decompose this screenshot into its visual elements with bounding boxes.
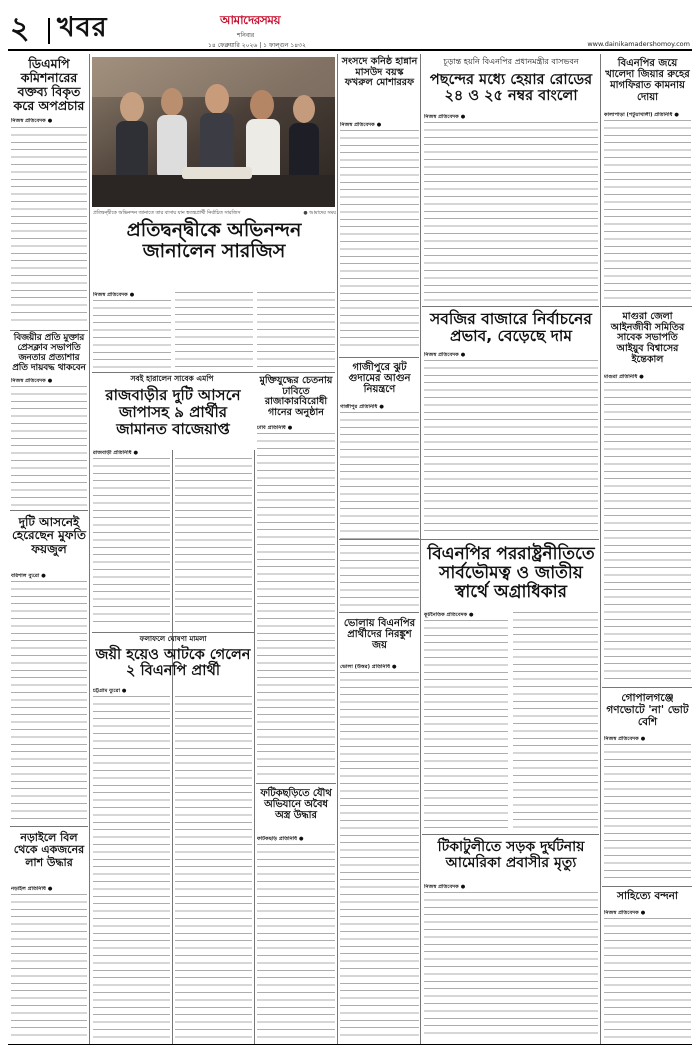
article-headline: বিএনপির জয়ে খালেদা জিয়ার রুহের মাগফিরাত কামনায় দোয়া	[605, 58, 690, 103]
article-body	[175, 696, 252, 1040]
article-byline: নিজস্ব প্রতিবেদক ●	[604, 736, 646, 742]
article-headline: বিজয়ীর প্রতি মুক্তার প্রেসক্লাব সভাপতি জনতার প্রত্যাশার প্রতি দায়বদ্ধ থাকবেন	[12, 333, 86, 373]
article-headline: নড়াইলে বিল থেকে একজনের লাশ উদ্ধার	[13, 831, 85, 869]
article-byline: ঢাবি প্রতিনিধি ●	[257, 425, 293, 431]
article-body	[257, 292, 335, 368]
article-kicker: ফলাফলে ঘোষণা মামলা	[139, 635, 207, 643]
photo-credit: ● আমাদের সময়	[303, 211, 336, 216]
article-headline: দুটি আসনেই হেরেছেন মুফতি ফয়জুল	[12, 515, 86, 556]
article-divider	[339, 612, 419, 613]
article-body	[11, 581, 87, 821]
article-byline: গাজীপুর প্রতিনিধি ●	[340, 404, 384, 410]
article-body	[513, 612, 598, 830]
article-body	[93, 458, 170, 628]
article-body	[93, 300, 171, 368]
article-divider	[10, 510, 88, 511]
column-divider	[420, 54, 421, 1044]
article-headline: প্রতিদ্বন্দ্বীকে অভিনন্দন জানালেন সারজিস	[126, 219, 302, 263]
article-byline: নিজস্ব প্রতিবেদক ●	[604, 910, 646, 916]
article-body	[604, 120, 691, 302]
article-body	[175, 292, 253, 368]
article-body	[424, 620, 508, 830]
article-headline: বিএনপির পররাষ্ট্রনীতিতে সার্বভৌমত্ব ও জাতীয় স্বার্থে অগ্রাধিকার	[427, 544, 595, 603]
article-body	[604, 382, 691, 682]
article-headline: সাহিত্যে বন্দনা	[617, 890, 678, 902]
article-byline: নড়াইল প্রতিনিধি ●	[11, 886, 53, 892]
article-divider	[602, 306, 692, 307]
article-headline: সবজির বাজারে নির্বাচনের প্রভাব, বেড়েছে দাম	[430, 310, 592, 346]
article-headline: মুক্তিযুদ্ধের চেতনায় ঢাবিতে রাজাকারবিরোধী গানের অনুষ্ঠান	[259, 375, 333, 419]
article-body	[340, 130, 419, 352]
article-divider	[10, 330, 88, 331]
column-divider	[337, 54, 338, 1044]
article-body	[424, 892, 598, 1040]
article-byline: নিজস্ব প্রতিবেদক ●	[424, 352, 466, 358]
article-byline: নিজস্ব প্রতিবেদক ●	[340, 122, 382, 128]
article-divider	[339, 539, 599, 540]
article-body	[11, 127, 87, 327]
article-body	[340, 412, 419, 608]
article-divider	[602, 886, 692, 887]
article-headline: গাজীপুরে ঝুট গুদামের আগুন নিয়ন্ত্রণে	[348, 362, 411, 396]
article-byline: রাজবাড়ী প্রতিনিধি ●	[93, 450, 138, 456]
article-headline: রাজবাড়ীর দুটি আসনে জাপাসহ ৯ প্রার্থীর জামানত বাজেয়াপ্ত	[105, 386, 241, 438]
article-headline: পছন্দের মধ্যে হেয়ার রোডের ২৪ ও ২৫ নম্বর বাংলো	[429, 72, 593, 105]
article-headline: সংসদে কনিষ্ঠ হান্নান মাসউদ বয়স্ক ফখরুল মোশাররফ	[341, 56, 418, 89]
article-body	[257, 433, 335, 778]
article-body	[11, 894, 87, 1040]
article-body	[340, 672, 419, 1040]
article-headline: মাগুরা জেলা আইনজীবী সমিতির সাবেক সভাপতি আইয়ুব বিশ্বাসের ইন্তেকাল	[610, 311, 685, 365]
column-divider	[254, 450, 255, 1044]
article-kicker: চূড়ান্ত হয়নি বিএনপির প্রধানমন্ত্রীর বাসভবন	[443, 57, 579, 66]
footer-rule	[8, 1044, 692, 1045]
column-divider	[89, 54, 90, 1044]
column-divider	[172, 450, 173, 1044]
article-byline: মাগুরা প্রতিনিধি ●	[604, 374, 644, 380]
photo-caption: প্রতিদ্বন্দ্বীকে অভিনন্দন জানাতে তার বাসায় যান স্বতন্ত্রপ্রার্থী নির্বাচিত সারজিস	[93, 211, 241, 216]
article-headline: গোপালগঞ্জে গণভোটে 'না' ভোট বেশি	[606, 692, 689, 728]
article-headline: ফটিকছড়িতে যৌথ অভিযানে অবৈধ অস্ত্র উদ্ধার	[260, 788, 332, 821]
article-byline: বরিশাল ব্যুরো ●	[11, 573, 46, 579]
header-rule	[8, 49, 692, 51]
article-byline: নিজস্ব প্রতিবেদক ●	[424, 884, 466, 890]
article-kicker: সবই হারালেন সাবেক এমপি	[130, 374, 214, 383]
article-divider	[339, 357, 419, 358]
main-photo	[92, 57, 335, 207]
article-byline: কালাপাড়া (পটুয়াখালী) প্রতিনিধি ●	[604, 112, 679, 118]
article-body	[175, 458, 252, 628]
article-body	[424, 360, 598, 535]
article-divider	[92, 372, 335, 373]
newspaper-logo: আমাদেরসময়	[220, 13, 281, 27]
column-divider	[600, 54, 601, 1044]
article-divider	[422, 834, 599, 835]
header-date: ১৪ ফেব্রুয়ারি ২০২৬ | ১ ফাল্গুন ১৪৩২	[208, 42, 306, 49]
article-byline: ফটিকছড়ি প্রতিনিধি ●	[257, 836, 304, 842]
article-headline: ডিএমপি কমিশনারের বক্তব্য বিকৃত করে অপপ্রচার	[13, 56, 85, 113]
article-body	[604, 918, 691, 1040]
section-title: খবর	[57, 12, 108, 43]
article-headline: টিকাটুলীতে সড়ক দুর্ঘটনায় আমেরিকা প্রবাসীর মৃত্যু	[437, 839, 585, 871]
header-separator	[48, 18, 50, 44]
article-divider	[10, 826, 88, 827]
article-byline: নিজস্ব প্রতিবেদক ●	[11, 378, 53, 384]
article-byline: নিজস্ব প্রতিবেদক ●	[93, 292, 135, 298]
article-body	[604, 744, 691, 882]
article-body	[257, 844, 335, 1040]
article-divider	[92, 632, 254, 633]
article-divider	[256, 783, 336, 784]
article-body	[424, 122, 598, 302]
header-weekday: শনিবার	[237, 32, 255, 39]
article-body	[11, 386, 87, 506]
article-byline: নিজস্ব প্রতিবেদক ●	[424, 114, 466, 120]
article-byline: ভোলা (উত্তর) প্রতিনিধি ●	[340, 664, 397, 670]
article-byline: কূটনৈতিক প্রতিবেদক ●	[424, 612, 474, 618]
page-number: ২	[10, 11, 30, 46]
article-headline: ভোলায় বিএনপির প্রার্থীদের নিরঙ্কুশ জয়	[343, 618, 416, 652]
website-url: www.dainikamadershomoy.com	[587, 40, 690, 48]
article-headline: জয়ী হয়েও আটকে গেলেন ২ বিএনপি প্রার্থী	[95, 647, 251, 680]
article-byline: চট্টগ্রাম ব্যুরো ●	[93, 688, 127, 694]
article-byline: নিজস্ব প্রতিবেদক ●	[11, 118, 53, 124]
article-divider	[602, 687, 692, 688]
article-divider	[422, 306, 599, 307]
article-body	[93, 696, 170, 1040]
